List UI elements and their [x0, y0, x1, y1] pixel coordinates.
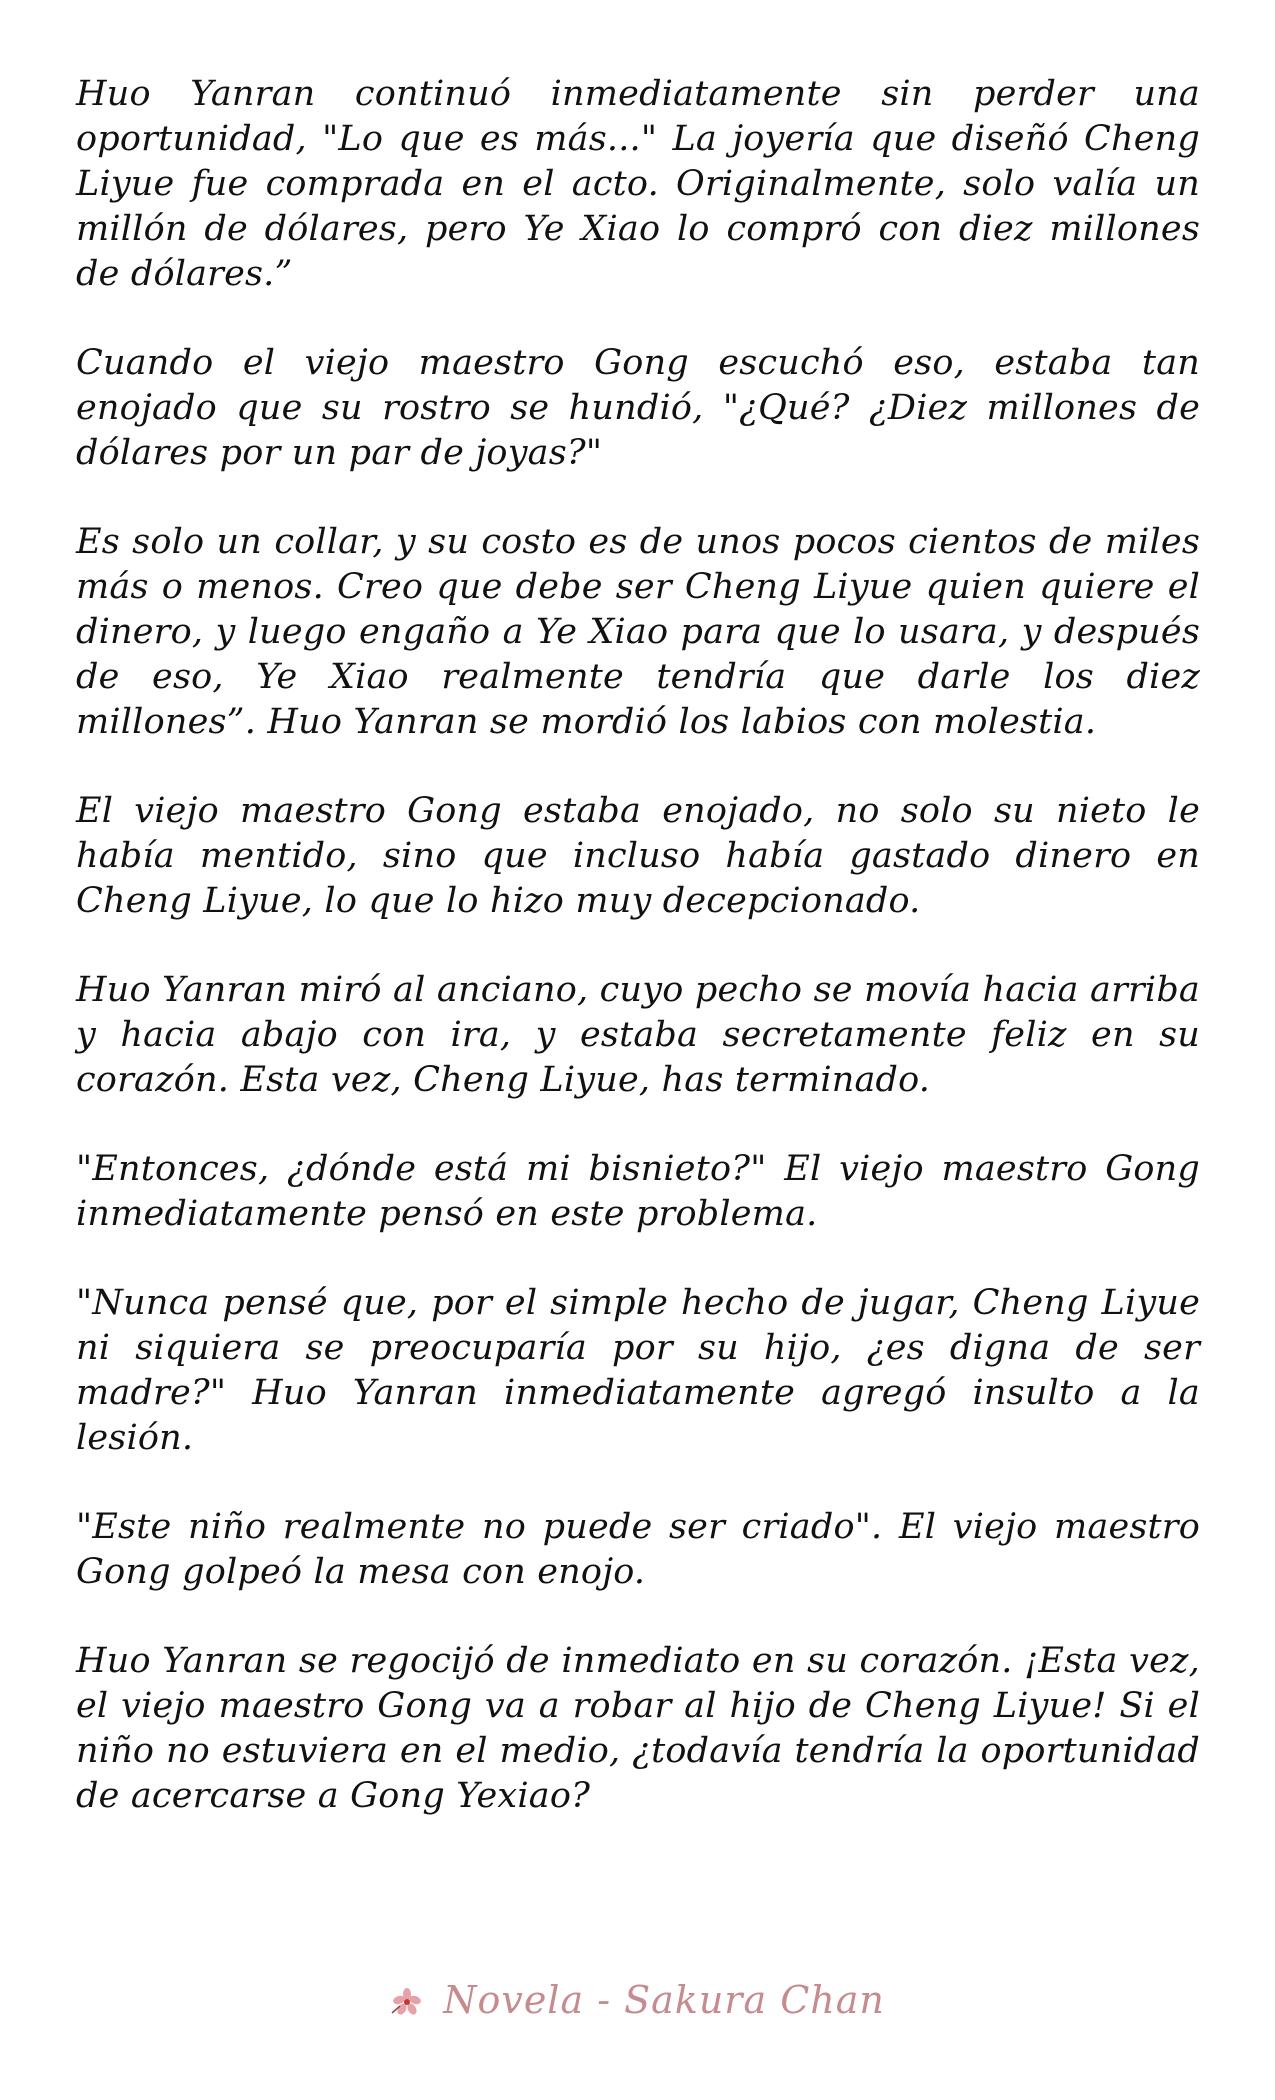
paragraph-8: "Este niño realmente no puede ser criado". El viejo maestro Gong golpeó la mesa con enojo. [76, 1507, 1200, 1592]
paragraph-1: Huo Yanran continuó inmediatamente sin perder una oportunidad, "Lo que es más..." La joyería que diseñó Cheng Liyue fue comprada en el acto. Originalmente, solo valía un millón de dólares, pero Ye Xiao lo compró con diez millones de dólares.” [76, 74, 1200, 294]
paragraph-3: Es solo un collar, y su costo es de unos pocos cientos de miles más o menos. Creo que debe ser Cheng Liyue quien quiere el dinero, y luego engaño a Ye Xiao para que lo usara, y después de eso, Ye Xiao realmente tendría que darle los diez millones”. Huo Yanran se mordió los labios con molestia. [76, 522, 1200, 742]
paragraph-6: "Entonces, ¿dónde está mi bisnieto?" El viejo maestro Gong inmediatamente pensó en este problema. [76, 1149, 1200, 1234]
sakura-flower-icon [390, 1982, 424, 2026]
watermark-text: Novela - Sakura Chan [443, 1978, 885, 2022]
paragraph-4: El viejo maestro Gong estaba enojado, no solo su nieto le había mentido, sino que incluso había gastado dinero en Cheng Liyue, lo que lo hizo muy decepcionado. [76, 791, 1200, 921]
paragraph-2: Cuando el viejo maestro Gong escuchó eso, estaba tan enojado que su rostro se hundió, "¿Qué? ¿Diez millones de dólares por un par de joyas?" [76, 343, 1200, 473]
paragraph-5: Huo Yanran miró al anciano, cuyo pecho se movía hacia arriba y hacia abajo con ira, y estaba secretamente feliz en su corazón. Esta vez, Cheng Liyue, has terminado. [76, 970, 1200, 1100]
paragraph-7: "Nunca pensé que, por el simple hecho de jugar, Cheng Liyue ni siquiera se preocuparía por su hijo, ¿es digna de ser madre?" Huo Yanran inmediatamente agregó insulto a la lesión. [76, 1283, 1200, 1458]
watermark [0, 1978, 1275, 2026]
story-text [76, 72, 1200, 1863]
paragraph-9: Huo Yanran se regocijó de inmediato en su corazón. ¡Esta vez, el viejo maestro Gong va a robar al hijo de Cheng Liyue! Si el niño no estuviera en el medio, ¿todavía tendría la oportunidad de acercarse a Gong Yexiao? [76, 1641, 1200, 1816]
